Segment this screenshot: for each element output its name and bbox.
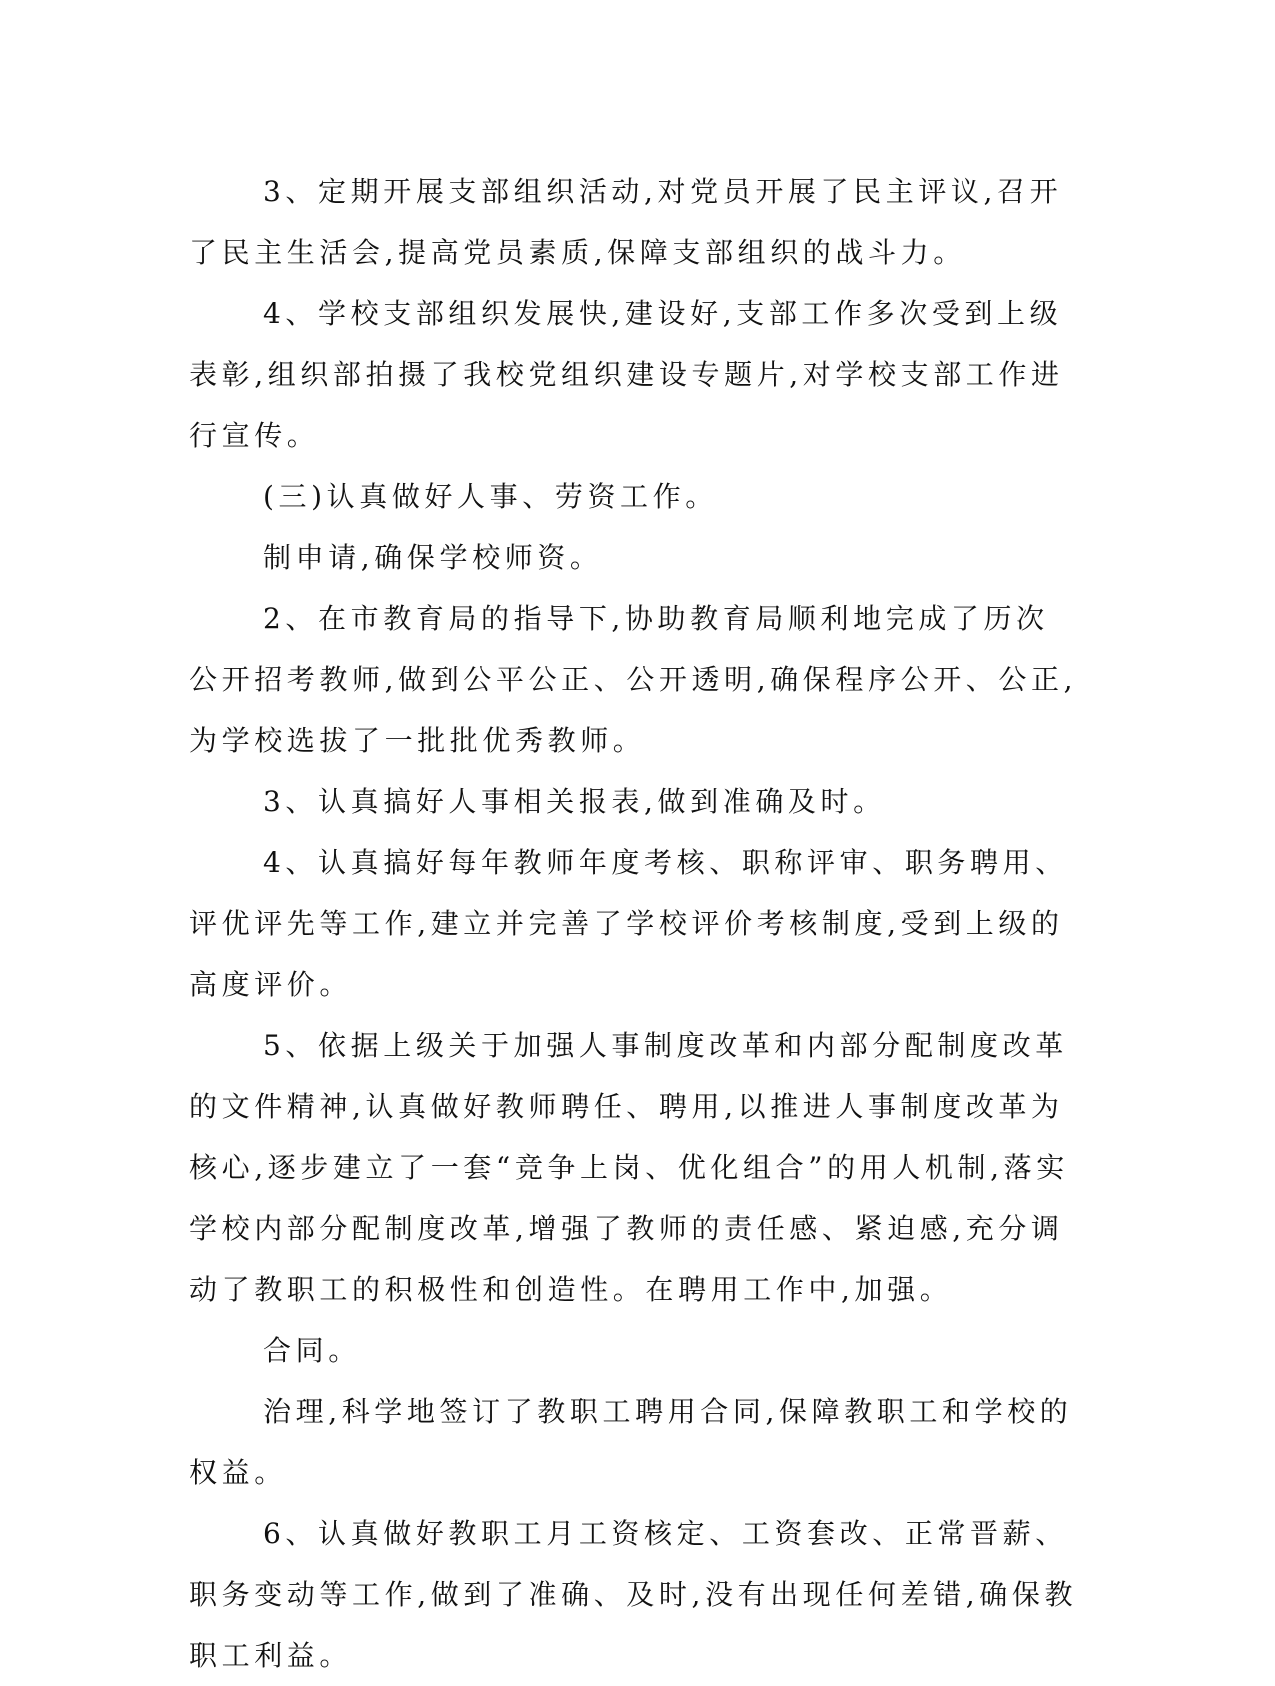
paragraph-teacher-recruitment: 2、在市教育局的指导下,协助教育局顺利地完成了历次公开招考教师,做到公平公正、公开透明,确保程序公开、公正,为学校选拔了一批批优秀教师。 — [189, 602, 1078, 757]
paragraph-contract-management: 治理,科学地签订了教职工聘用合同,保障教职工和学校的权益。 — [189, 1395, 1073, 1489]
paragraph-salary-work: 6、认真做好教职工月工资核定、工资套改、正常晋薪、职务变动等工作,做到了准确、及时,没有出现任何差错,确保教职工利益。 — [189, 1517, 1078, 1672]
section-heading-personnel: (三)认真做好人事、劳资工作。 — [263, 480, 718, 513]
paragraph-annual-assessment: 4、认真搞好每年教师年度考核、职称评审、职务聘用、评优评先等工作,建立并完善了学校评价考核制度,受到上级的高度评价。 — [189, 846, 1068, 1001]
paragraph-party-activities: 3、定期开展支部组织活动,对党员开展了民主评议,召开了民主生活会,提高党员素质,保障支部组织的战斗力。 — [189, 175, 1063, 269]
paragraph-contract: 合同。 — [263, 1334, 361, 1367]
paragraph-staffing-application: 制申请,确保学校师资。 — [263, 541, 603, 574]
paragraph-branch-development: 4、学校支部组织发展快,建设好,支部工作多次受到上级表彰,组织部拍摄了我校党组织建设专题片,对学校支部工作进行宣传。 — [189, 297, 1064, 452]
paragraph-personnel-reports: 3、认真搞好人事相关报表,做到准确及时。 — [263, 785, 886, 818]
document-body — [189, 161, 1079, 1686]
paragraph-system-reform: 5、依据上级关于加强人事制度改革和内部分配制度改革的文件精神,认真做好教师聘任、聘用,以推进人事制度改革为核心,逐步建立了一套“竞争上岗、优化组合”的用人机制,落实学校内部分配制度改革,增强了教师的责任感、紧迫感,充分调动了教职工的积极性和创造性。在聘用工作中,加强。 — [189, 1029, 1069, 1306]
